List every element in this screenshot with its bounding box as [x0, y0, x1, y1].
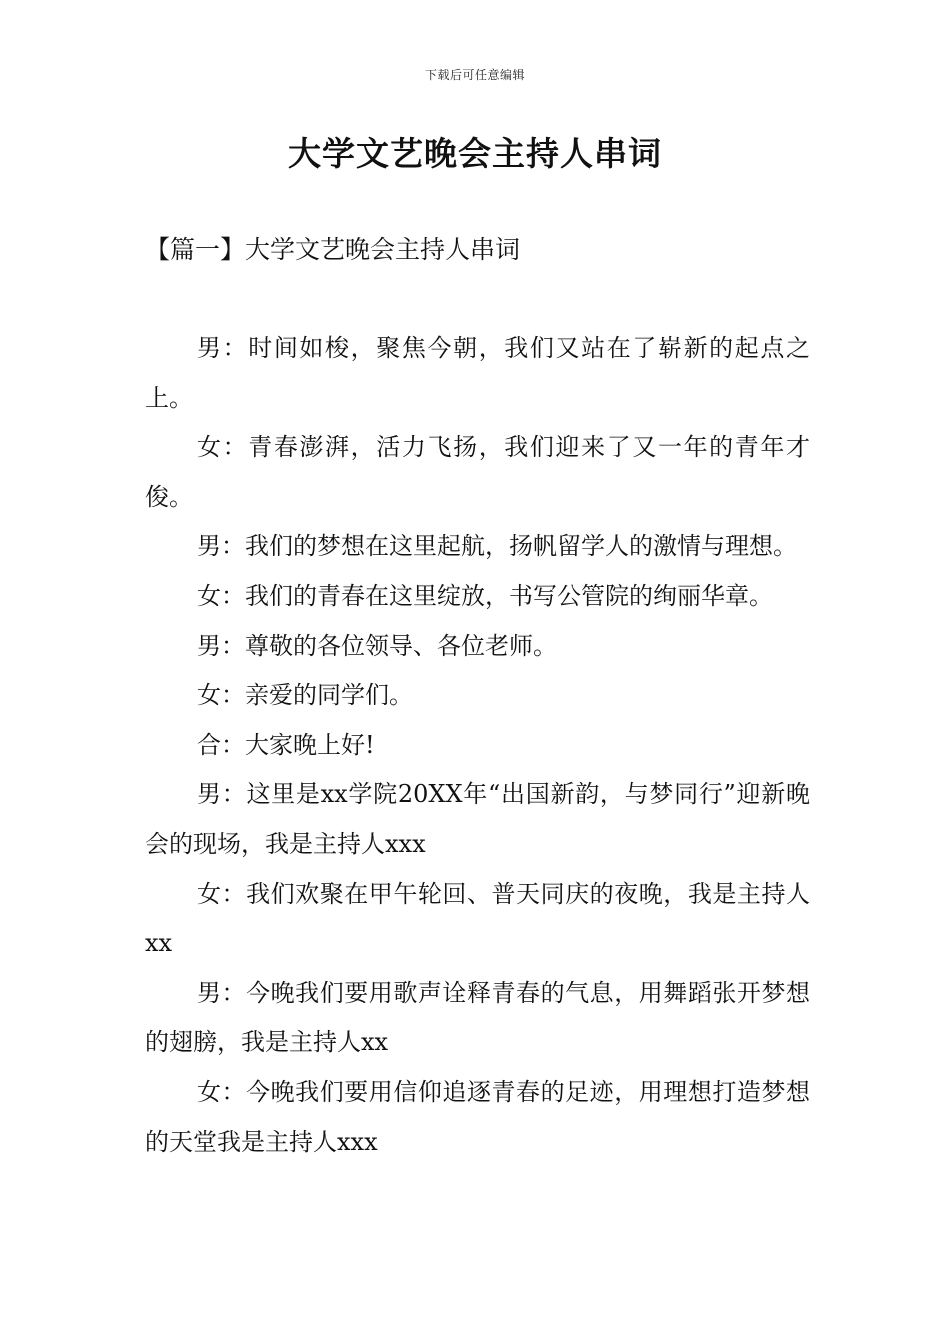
paragraph: 男：这里是xx学院20XX年“出国新韵，与梦同行”迎新晚会的现场，我是主持人xxx [145, 780, 810, 858]
document-title: 大学文艺晚会主持人串词 [288, 134, 662, 173]
paragraph: 女：青春澎湃，活力飞扬，我们迎来了又一年的青年才俊。 [145, 433, 810, 511]
paragraph: 女：我们的青春在这里绽放，书写公管院的绚丽华章。 [197, 581, 773, 610]
paragraph: 男：今晚我们要用歌声诠释青春的气息，用舞蹈张开梦想的翅膀，我是主持人xx [145, 978, 810, 1057]
paragraph: 男：我们的梦想在这里起航，扬帆留学人的激情与理想。 [197, 532, 797, 561]
section-heading: 【篇一】大学文艺晚会主持人串词 [145, 235, 521, 264]
paragraph: 女：我们欢聚在甲午轮回、普天同庆的夜晚，我是主持人xx [145, 879, 810, 958]
paragraph: 合：大家晚上好! [197, 730, 375, 759]
document-body [145, 324, 810, 1167]
paragraph: 男：尊敬的各位领导、各位老师。 [197, 631, 557, 660]
header-note: 下载后可任意编辑 [424, 68, 525, 82]
paragraph: 女：今晚我们要用信仰追逐青春的足迹，用理想打造梦想的天堂我是主持人xxx [145, 1077, 810, 1156]
paragraph: 女：亲爱的同学们。 [197, 681, 413, 710]
paragraph: 男：时间如梭，聚焦今朝，我们又站在了崭新的起点之上。 [145, 334, 810, 412]
